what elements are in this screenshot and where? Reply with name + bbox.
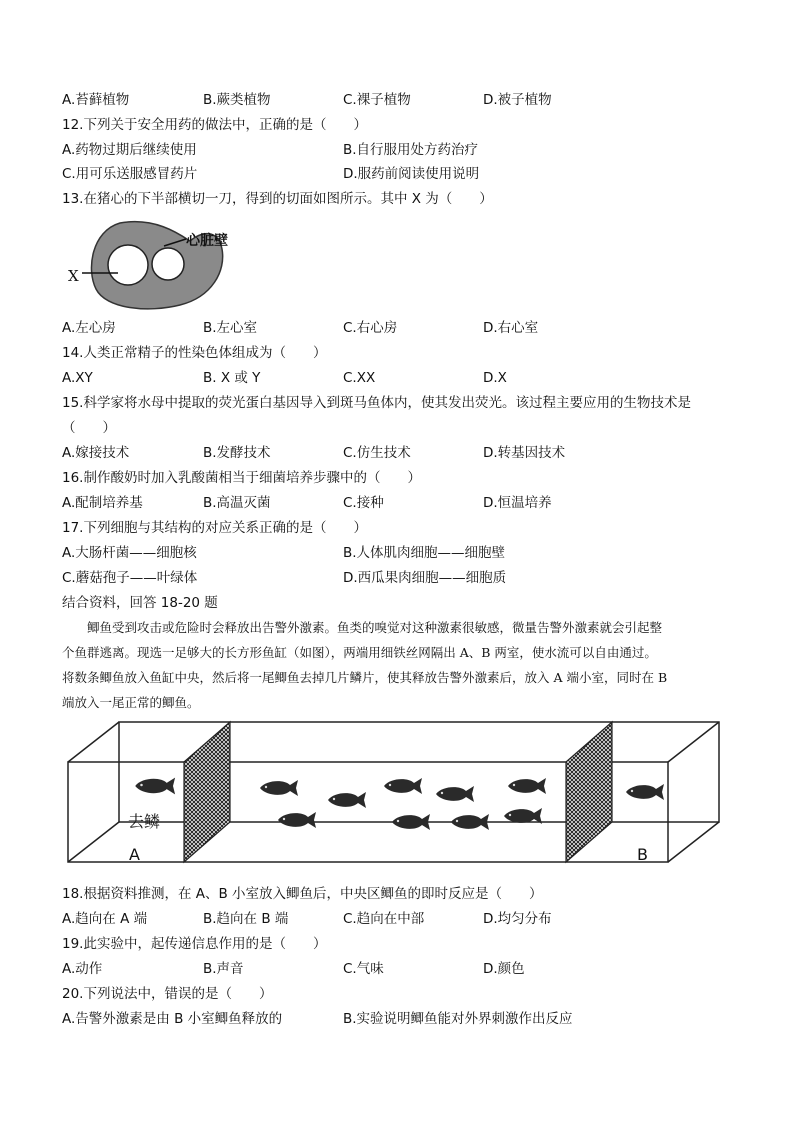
q17-option-a: A.大肠杆菌——细胞核: [62, 545, 197, 561]
tank-edge: [668, 822, 719, 862]
q19-option-d: D.颜色: [483, 961, 525, 977]
q16-option-c: C.接种: [343, 495, 384, 511]
passage-line: 个鱼群逃离。现选一足够大的长方形鱼缸（如图），两端用细铁丝网隔出 A、B 两室，使水流可以自由通过。: [62, 645, 657, 660]
q15-option-d: D.转基因技术: [483, 445, 566, 461]
q12-option-c: C.用可乐送服感冒药片: [62, 166, 198, 182]
fish-icon: [436, 786, 474, 802]
mesh-b: [566, 722, 612, 862]
q15-option-a: A.嫁接技术: [62, 445, 130, 461]
q17-option-c: C.蘑菇孢子——叶绿体: [62, 570, 198, 586]
q15-stem: 15.科学家将水母中提取的荧光蛋白基因导入到斑马鱼体内，使其发出荧光。该过程主要应用的生物技术是: [62, 395, 691, 411]
q20-option-b: B.实验说明鲫鱼能对外界刺激作出反应: [343, 1011, 573, 1027]
q15-stem-cont: （ ）: [62, 420, 116, 436]
fish-icon: [328, 792, 366, 808]
q14-option-b: B. X 或 Y: [203, 370, 261, 386]
label-heart-wall: 心脏壁: [186, 233, 228, 249]
q14-stem: 14.人类正常精子的性染色体组成为（ ）: [62, 345, 327, 361]
q11-option-b: B.蕨类植物: [203, 92, 271, 108]
tank-edge: [68, 822, 119, 862]
tank-edge: [68, 722, 119, 762]
label-a: A: [129, 845, 140, 864]
q16-stem: 16.制作酸奶时加入乳酸菌相当于细菌培养步骤中的（ ）: [62, 470, 421, 486]
passage-line: 将数条鲫鱼放入鱼缸中央，然后将一尾鲫鱼去掉几片鳞片，使其释放告警外激素后，放入 A 端小室，同时在 B: [62, 670, 668, 685]
q17-option-b: B.人体肌肉细胞——细胞壁: [343, 545, 506, 561]
fish-icon: [135, 778, 175, 795]
q18-option-a: A.趋向在 A 端: [62, 911, 148, 927]
tank-edge: [668, 722, 719, 762]
q13-stem: 13.在猪心的下半部横切一刀，得到的切面如图所示。其中 X 为（ ）: [62, 191, 493, 207]
q18-option-c: C.趋向在中部: [343, 911, 425, 927]
q15-option-c: C.仿生技术: [343, 445, 411, 461]
q12-option-a: A.药物过期后继续使用: [62, 142, 197, 158]
q12-stem: 12.下列关于安全用药的做法中，正确的是（ ）: [62, 117, 367, 133]
q17-stem: 17.下列细胞与其结构的对应关系正确的是（ ）: [62, 520, 367, 536]
q20-option-a: A.告警外激素是由 B 小室鲫鱼释放的: [62, 1011, 283, 1027]
heart-cross-section-figure: [62, 215, 262, 315]
q18-stem: 18.根据资料推测，在 A、B 小室放入鲫鱼后，中央区鲫鱼的即时反应是（ ）: [62, 886, 543, 902]
passage-line: 端放入一尾正常的鲫鱼。: [62, 695, 200, 710]
q13-option-c: C.右心房: [343, 320, 398, 336]
fish-icon: [384, 778, 422, 794]
passage-line: 鲫鱼受到攻击或危险时会释放出告警外激素。鱼类的嗅觉对这种激素很敏感，微量告警外激素就会引起整: [62, 620, 663, 635]
q17-option-d: D.西瓜果肉细胞——细胞质: [343, 570, 507, 586]
q16-option-b: B.高温灭菌: [203, 495, 271, 511]
label-descaled: 去鳞: [128, 812, 161, 831]
right-chamber-circle: [152, 248, 184, 280]
q14-option-a: A.XY: [62, 370, 93, 386]
q11-option-c: C.裸子植物: [343, 92, 411, 108]
q14-option-d: D.X: [483, 370, 507, 386]
label-b: B: [637, 845, 648, 864]
fish-icon: [451, 814, 489, 830]
fish-icon: [392, 814, 430, 830]
q16-option-a: A.配制培养基: [62, 495, 143, 511]
q18-option-d: D.均匀分布: [483, 911, 552, 927]
q19-stem: 19.此实验中，起传递信息作用的是（ ）: [62, 936, 327, 952]
fish-tank-figure: [62, 718, 732, 880]
mesh-a: [184, 722, 230, 862]
q19-option-b: B.声音: [203, 961, 244, 977]
label-x: X: [68, 267, 79, 285]
fish-icon: [260, 780, 298, 796]
q13-option-b: B.左心室: [203, 320, 258, 336]
q12-option-d: D.服药前阅读使用说明: [343, 166, 480, 182]
fish-icon: [278, 812, 316, 828]
fish-icon: [508, 778, 546, 794]
q12-option-b: B.自行服用处方药治疗: [343, 142, 479, 158]
material-intro: 结合资料，回答 18-20 题: [62, 595, 218, 611]
fish-icon: [626, 784, 664, 800]
q19-option-a: A.动作: [62, 961, 103, 977]
q16-option-d: D.恒温培养: [483, 495, 552, 511]
q18-option-b: B.趋向在 B 端: [203, 911, 289, 927]
left-chamber-circle: [108, 245, 148, 285]
q11-option-a: A.苔藓植物: [62, 92, 130, 108]
q13-option-d: D.右心室: [483, 320, 539, 336]
q15-option-b: B.发酵技术: [203, 445, 271, 461]
material-passage: [62, 615, 734, 715]
q13-option-a: A.左心房: [62, 320, 116, 336]
q14-option-c: C.XX: [343, 370, 376, 386]
q20-stem: 20.下列说法中，错误的是（ ）: [62, 986, 273, 1002]
q11-option-d: D.被子植物: [483, 92, 552, 108]
q19-option-c: C.气味: [343, 961, 384, 977]
